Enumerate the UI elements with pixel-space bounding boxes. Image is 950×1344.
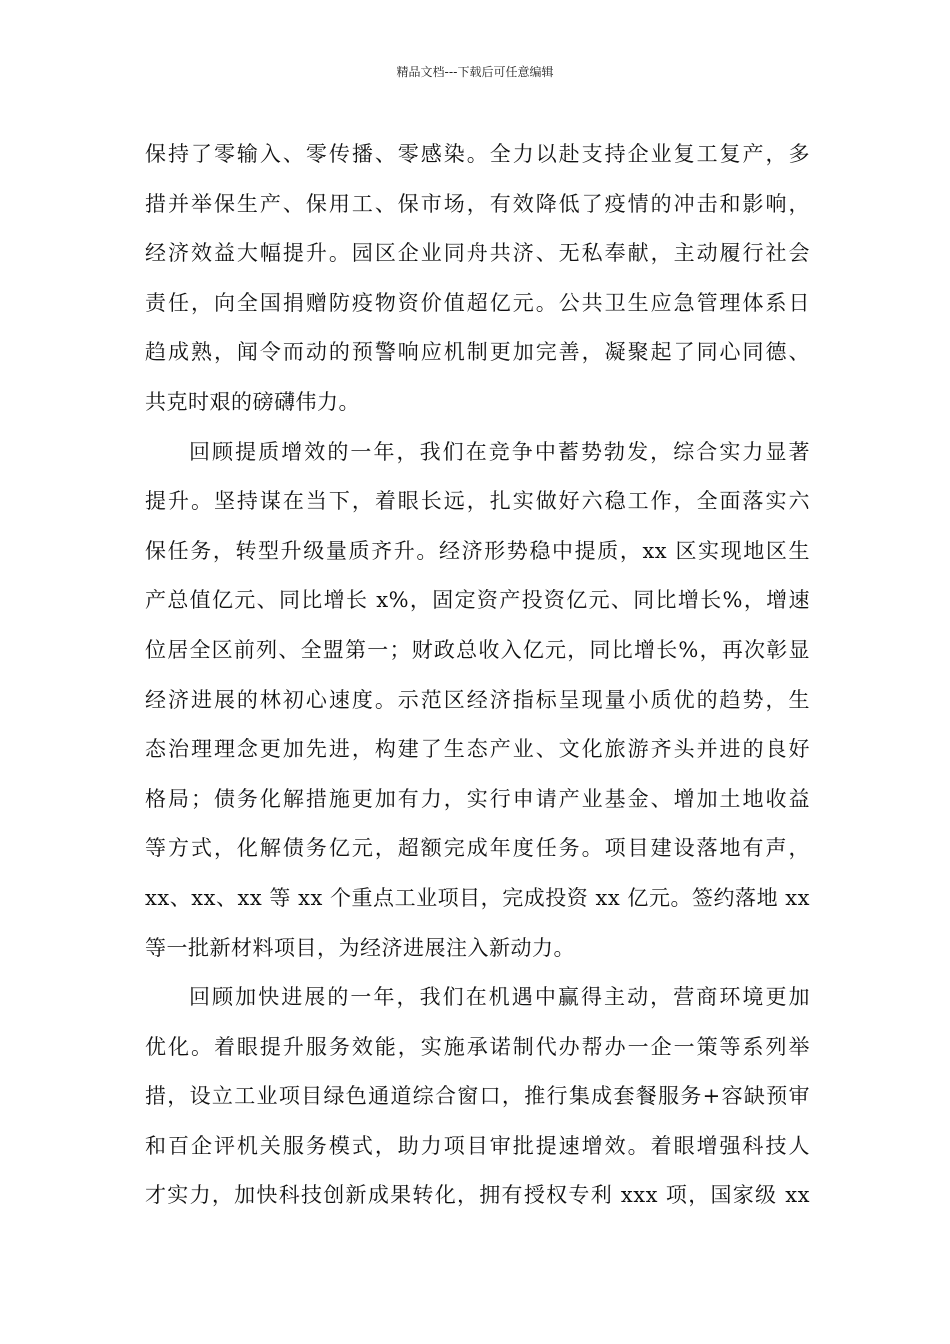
text-line: 趋成熟，闻令而动的预警响应机制更加完善，凝聚起了同心同德、 bbox=[145, 340, 810, 365]
text-line: xx、xx、xx 等 xx 个重点工业项目，完成投资 xx 亿元。签约落地 xx bbox=[145, 885, 810, 910]
paragraph-3 bbox=[145, 973, 810, 1221]
paragraph-1 bbox=[145, 130, 810, 428]
paragraph-2 bbox=[145, 428, 810, 974]
text-line: 态治理理念更加先进，构建了生态产业、文化旅游齐头并进的良好 bbox=[145, 737, 810, 762]
text-line: 保任务，转型升级量质齐升。经济形势稳中提质，xx 区实现地区生 bbox=[145, 538, 810, 563]
text-line: 共克时艰的磅礴伟力。 bbox=[145, 389, 360, 414]
text-line: 回顾加快进展的一年，我们在机遇中赢得主动，营商环境更加 bbox=[189, 985, 810, 1010]
text-line: 措并举保生产、保用工、保市场，有效降低了疫情的冲击和影响， bbox=[145, 191, 810, 216]
text-line: 保持了零输入、零传播、零感染。全力以赴支持企业复工复产，多 bbox=[145, 142, 810, 166]
text-line: 责任，向全国捐赠防疫物资价值超亿元。公共卫生应急管理体系日 bbox=[145, 290, 810, 315]
text-line: 等方式，化解债务亿元，超额完成年度任务。项目建设落地有声， bbox=[145, 836, 810, 861]
text-line: 优化。着眼提升服务效能，实施承诺制代办帮办一企一策等系列举 bbox=[145, 1034, 810, 1059]
document-body bbox=[145, 130, 810, 1221]
text-line: 才实力，加快科技创新成果转化，拥有授权专利 xxx 项，国家级 xx bbox=[145, 1183, 810, 1208]
text-line: 提升。坚持谋在当下，着眼长远，扎实做好六稳工作，全面落实六 bbox=[145, 489, 810, 514]
text-line: 格局；债务化解措施更加有力，实行申请产业基金、增加土地收益 bbox=[145, 786, 810, 811]
text-line: 措，设立工业项目绿色通道综合窗口，推行集成套餐服务+容缺预审 bbox=[145, 1084, 810, 1109]
text-line: 和百企评机关服务模式，助力项目审批提速增效。着眼增强科技人 bbox=[145, 1133, 810, 1158]
page-header: 精品文档---下载后可任意编辑 bbox=[396, 65, 554, 79]
text-line: 经济效益大幅提升。园区企业同舟共济、无私奉献，主动履行社会 bbox=[145, 241, 810, 266]
text-line: 经济进展的林初心速度。示范区经济指标呈现量小质优的趋势，生 bbox=[145, 687, 810, 712]
text-line: 等一批新材料项目，为经济进展注入新动力。 bbox=[145, 935, 575, 960]
text-line: 位居全区前列、全盟第一；财政总收入亿元，同比增长%，再次彰显 bbox=[145, 637, 810, 662]
text-line: 产总值亿元、同比增长 x%，固定资产投资亿元、同比增长%，增速 bbox=[145, 588, 810, 613]
text-line: 回顾提质增效的一年，我们在竞争中蓄势勃发，综合实力显著 bbox=[189, 439, 810, 464]
